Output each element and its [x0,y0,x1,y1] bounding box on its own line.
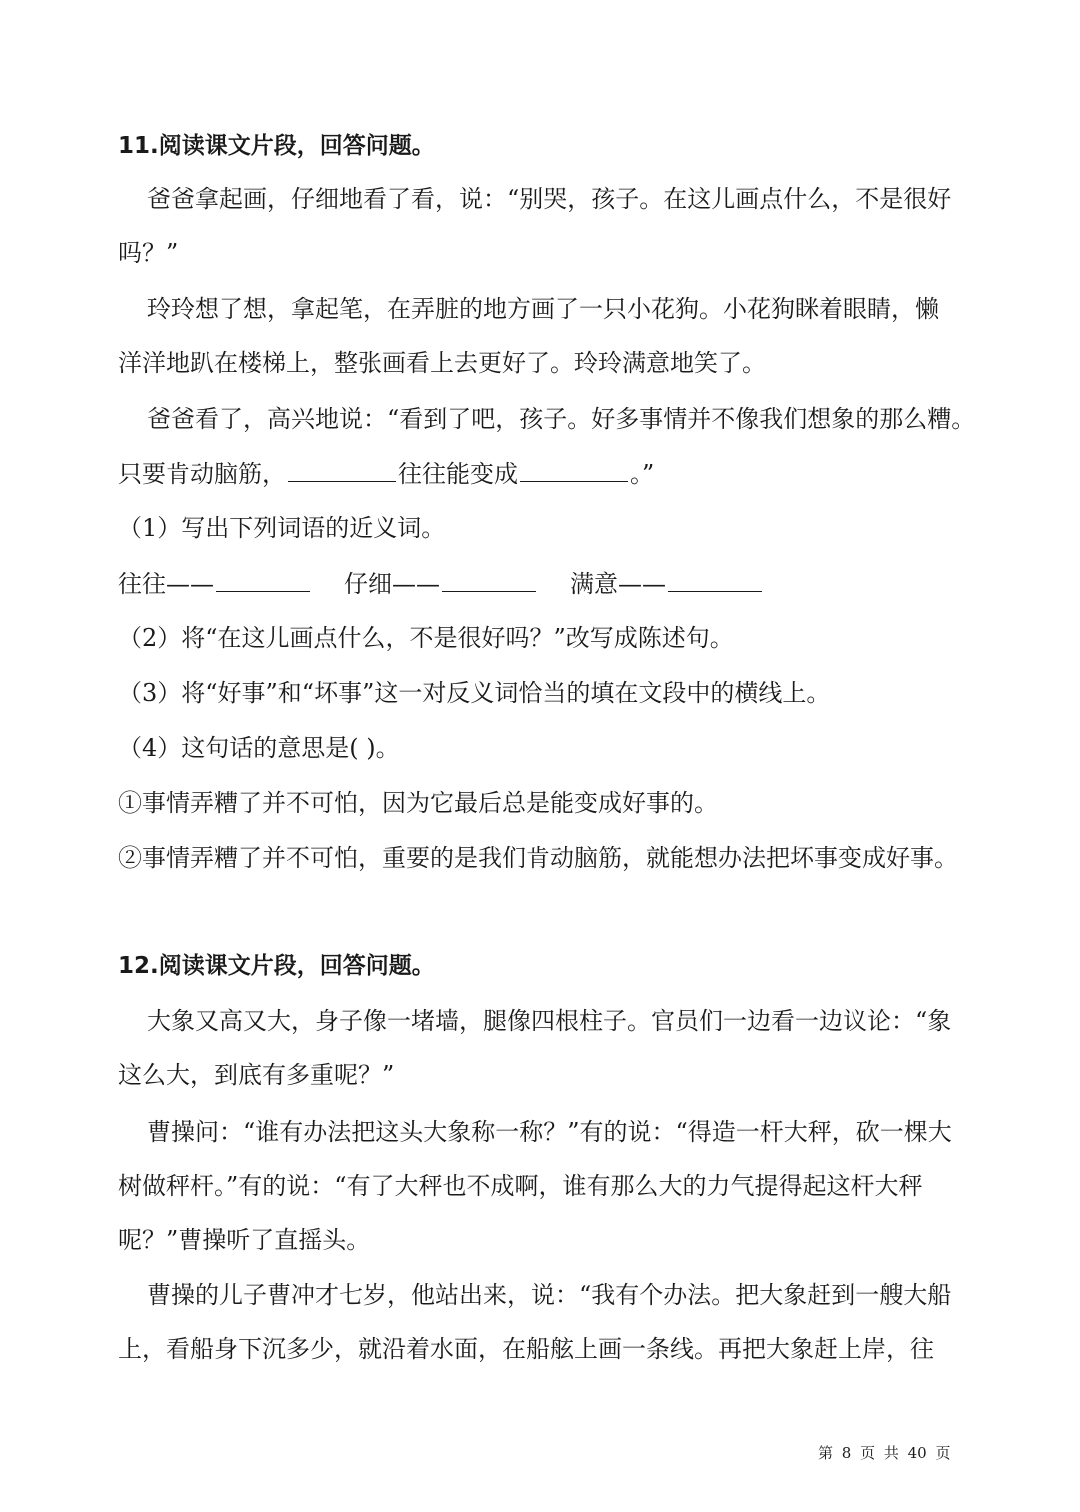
q11-subquestion-4: （4）这句话的意思是( )。 [118,734,400,762]
question-11-title: 11.阅读课文片段，回答问题。 [118,133,435,159]
synonym-item-1 [118,567,312,600]
synonym-item-3 [570,567,764,600]
q11-paragraph-3-line-2 [118,457,654,490]
q11-subquestion-3: （3）将“好事”和“坏事”这一对反义词恰当的填在文段中的横线上。 [118,679,831,707]
synonym-word-1: 往往—— [118,570,214,598]
q12-paragraph-3-line-1: 曹操的儿子曹冲才七岁，他站出来，说：“我有个办法。把大象赶到一艘大船 [147,1281,952,1309]
q11-paragraph-2-line-2: 洋洋地趴在楼梯上，整张画看上去更好了。玲玲满意地笑了。 [118,349,766,377]
q11-paragraph-3-line-1: 爸爸看了，高兴地说：“看到了吧，孩子。好多事情并不像我们想象的那么糟。 [147,405,976,433]
q12-paragraph-3-line-2: 上，看船身下沉多少，就沿着水面，在船舷上画一条线。再把大象赶上岸，往 [118,1335,934,1363]
q11-p3-text-c: 。” [630,460,655,488]
synonym-blank-3[interactable] [668,567,762,592]
q11-option-1: ①事情弄糟了并不可怕，因为它最后总是能变成好事的。 [118,789,718,817]
q12-paragraph-2-line-1: 曹操问：“谁有办法把这头大象称一称？”有的说：“得造一杆大秤，砍一棵大 [147,1118,952,1146]
q12-paragraph-1-line-1: 大象又高又大，身子像一堵墙，腿像四根柱子。官员们一边看一边议论：“象 [147,1007,952,1035]
q11-paragraph-1-line-2: 吗？” [118,239,179,267]
q12-paragraph-2-line-3: 呢？”曹操听了直摇头。 [118,1226,371,1254]
page-footer: 第 8 页 共 40 页 [818,1444,951,1462]
q11-option-2: ②事情弄糟了并不可怕，重要的是我们肯动脑筋，就能想办法把坏事变成好事。 [118,844,958,872]
fill-blank-1[interactable] [288,457,396,482]
question-12-title: 12.阅读课文片段，回答问题。 [118,953,435,979]
q11-subquestion-2: （2）将“在这儿画点什么，不是很好吗？”改写成陈述句。 [118,624,734,652]
q11-paragraph-1-line-1: 爸爸拿起画，仔细地看了看，说：“别哭，孩子。在这儿画点什么，不是很好 [147,185,952,213]
q11-subquestion-1: （1）写出下列词语的近义词。 [118,514,446,542]
q11-p3-text-b: 往往能变成 [398,460,518,488]
q12-paragraph-2-line-2: 树做秤杆。”有的说：“有了大秤也不成啊，谁有那么大的力气提得起这杆大秤 [118,1172,923,1200]
synonym-item-2 [344,567,538,600]
fill-blank-2[interactable] [520,457,628,482]
q11-p3-text-a: 只要肯动脑筋， [118,460,286,488]
q12-paragraph-1-line-2: 这么大，到底有多重呢？” [118,1061,395,1089]
synonym-word-3: 满意—— [570,570,666,598]
q11-paragraph-2-line-1: 玲玲想了想，拿起笔，在弄脏的地方画了一只小花狗。小花狗眯着眼睛，懒 [147,295,939,323]
synonym-word-2: 仔细—— [344,570,440,598]
synonym-blank-1[interactable] [216,567,310,592]
synonym-blank-2[interactable] [442,567,536,592]
